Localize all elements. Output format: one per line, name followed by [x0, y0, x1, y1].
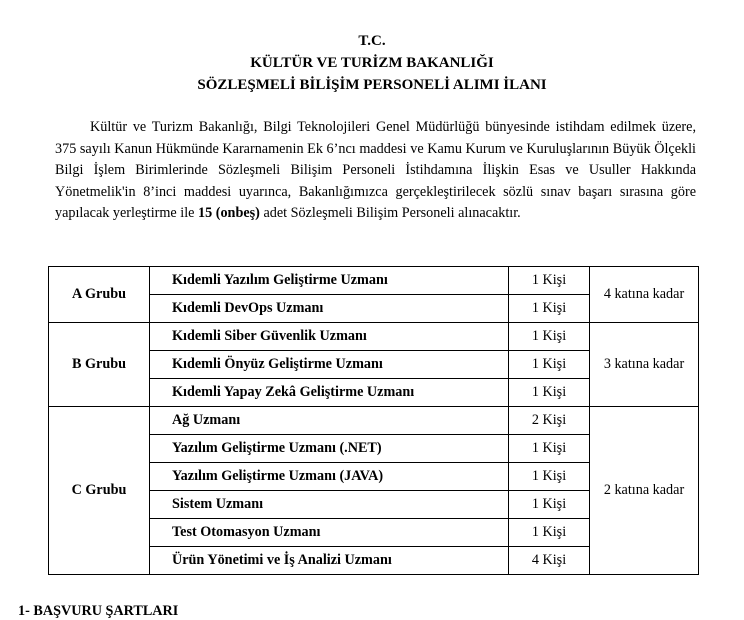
header-ministry: KÜLTÜR VE TURİZM BAKANLIĞI — [250, 55, 494, 71]
group-quota-a: 4 katına kadar — [590, 267, 699, 323]
position-title: Yazılım Geliştirme Uzmanı (JAVA) — [150, 463, 509, 491]
position-title: Kıdemli Yazılım Geliştirme Uzmanı — [150, 267, 509, 295]
header-tc: T.C. — [358, 33, 386, 49]
position-count: 1 Kişi — [509, 267, 590, 295]
position-title: Kıdemli Önyüz Geliştirme Uzmanı — [150, 351, 509, 379]
table-row — [49, 267, 699, 295]
intro-bold-count: 15 (onbeş) — [198, 205, 260, 221]
group-quota-c: 2 katına kadar — [590, 407, 699, 575]
position-title: Kıdemli Siber Güvenlik Uzmanı — [150, 323, 509, 351]
section-heading-application-requirements: 1- BAŞVURU ŞARTLARI — [18, 603, 179, 619]
position-count: 1 Kişi — [509, 295, 590, 323]
position-title: Yazılım Geliştirme Uzmanı (.NET) — [150, 435, 509, 463]
position-count: 1 Kişi — [509, 519, 590, 547]
position-count: 1 Kişi — [509, 463, 590, 491]
position-count: 1 Kişi — [509, 351, 590, 379]
header-announcement-title: SÖZLEŞMELİ BİLİŞİM PERSONELİ ALIMI İLANI — [197, 77, 547, 93]
intro-text-before: Kültür ve Turizm Bakanlığı, Bilgi Teknolojileri Genel Müdürlüğü bünyesinde istihdam edilmek üzere, 375 sayılı Kanun Hükmünde Kararnamenin Ek 6’ncı maddesi ve Kamu Kurum ve Kuruluşlarının Büyük Ölçekli Bilgi İşlem Birimlerinde Sözleşmeli Bilişim Personeli İstihdamına İlişkin Esas ve Usuller Hakkında Yönetmelik'in 8’inci maddesi uyarınca, Bakanlığımızca gerçekleştirilecek sözlü sınav başarı sırasına göre yapılacak yerleştirme ile — [55, 119, 696, 221]
group-quota-b: 3 katına kadar — [590, 323, 699, 407]
position-count: 1 Kişi — [509, 323, 590, 351]
position-count: 4 Kişi — [509, 547, 590, 575]
position-count: 1 Kişi — [509, 491, 590, 519]
position-title: Kıdemli DevOps Uzmanı — [150, 295, 509, 323]
position-title: Test Otomasyon Uzmanı — [150, 519, 509, 547]
group-name-b: B Grubu — [49, 323, 150, 407]
position-title: Ağ Uzmanı — [150, 407, 509, 435]
intro-text-after: adet Sözleşmeli Bilişim Personeli alınacaktır. — [259, 205, 521, 221]
table-row — [49, 323, 699, 351]
intro-paragraph — [55, 117, 696, 225]
position-count: 2 Kişi — [509, 407, 590, 435]
group-name-c: C Grubu — [49, 407, 150, 575]
position-title: Sistem Uzmanı — [150, 491, 509, 519]
group-name-a: A Grubu — [49, 267, 150, 323]
positions-table — [48, 266, 699, 575]
position-count: 1 Kişi — [509, 379, 590, 407]
table-row — [49, 407, 699, 435]
position-title: Kıdemli Yapay Zekâ Geliştirme Uzmanı — [150, 379, 509, 407]
position-count: 1 Kişi — [509, 435, 590, 463]
position-title: Ürün Yönetimi ve İş Analizi Uzmanı — [150, 547, 509, 575]
